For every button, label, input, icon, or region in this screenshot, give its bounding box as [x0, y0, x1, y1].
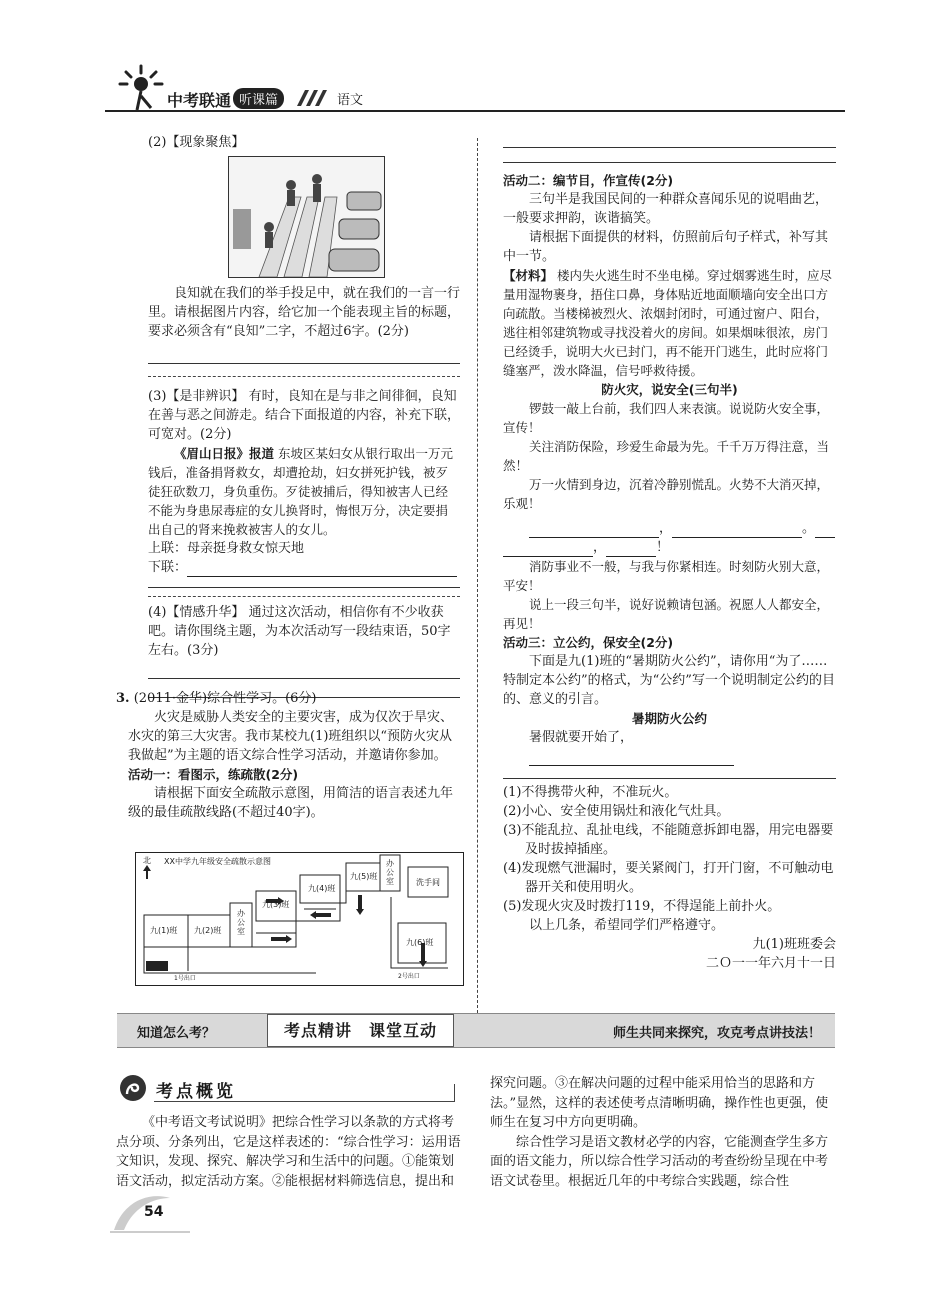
- material-block: [503, 266, 836, 380]
- right-answer-line-2[interactable]: [503, 162, 836, 163]
- activity-2-p1: 三句半是我国民间的一种群众喜闻乐见的说唱曲艺，一般要求押韵，诙谐搞笑。: [503, 192, 829, 226]
- lower-couplet-label: 下联：: [148, 560, 188, 575]
- q2-answer-line[interactable]: [148, 353, 460, 364]
- map-floorplan: [136, 853, 463, 985]
- pact-intro-input[interactable]: [529, 751, 734, 766]
- exit-1: 1号出口: [174, 975, 196, 982]
- page-number: 54: [144, 1204, 164, 1220]
- activity-3-title: 活动三：立公约，保安全(2分): [503, 635, 674, 650]
- pact-item-3: (3)不能乱拉、乱扯电线，不能随意拆卸电器，用完电器要及时拔掉插座。: [503, 823, 834, 857]
- pact-sign: 九(1)班班委会: [752, 937, 836, 952]
- q5-intro: 火灾是威胁人类安全的主要灾害，成为仅次于旱灾、水灾的第三大灾害。我市某校九(1)班组织以“预防火灾从我做起”为主题的语文综合性学习活动，并邀请你参加。: [128, 710, 454, 763]
- question-3: [116, 689, 462, 822]
- office-2: 办公室: [386, 859, 394, 886]
- material-label: 【材料】: [503, 268, 554, 283]
- left-column: [148, 133, 460, 698]
- skit-line-2: 关注消防保险，珍爱生命最为先。千千万万得注意，当然！: [503, 439, 830, 473]
- pact-item-2: (2)小心、安全使用锅灶和液化气灶具。: [503, 804, 730, 819]
- overview-right-p1: 探究问题。③在解决问题的过程中能采用恰当的思路和方法。”显然，这样的表述使考点清晰明确，操作性也更强，使师生在复习中方向更明确。: [490, 1076, 829, 1130]
- q3-answer-line[interactable]: [148, 587, 460, 588]
- room-9-4: 九(4)班: [308, 884, 336, 893]
- room-9-2: 九(2)班: [194, 926, 222, 935]
- overview-title: 考点概览: [156, 1082, 236, 1102]
- q4-label: (4)【情感升华】: [148, 605, 245, 620]
- subject-label: 语文: [337, 93, 364, 108]
- right-column: [503, 133, 836, 973]
- office-1: 办公室: [237, 909, 245, 936]
- room-9-5: 九(5)班: [350, 872, 378, 881]
- overview-right-p2: 综合性学习是语文教材必学的内容，它能测查学生多方面的语文能力，所以综合性学习活动的考查纷纷呈现在中考语文试卷里。根据近几年的中考综合实践题，综合性: [490, 1134, 829, 1189]
- activity-2-p2: 请根据下面提供的材料，仿照前后句子样式，补写其中一节。: [503, 230, 829, 264]
- overview-title-rule: [154, 1101, 454, 1102]
- skit-fill-blank[interactable]: ， 。: [503, 519, 836, 538]
- swirl-icon: [118, 1074, 148, 1102]
- skit-line-3: 万一火情到身边，沉着冷静别慌乱。火势不大消灭掉，乐观！: [503, 477, 830, 511]
- banner-left: 知道怎么考？: [137, 1026, 216, 1041]
- right-answer-line-1[interactable]: [503, 147, 836, 148]
- activity-2-title: 活动二：编节目，作宣传(2分): [503, 173, 674, 188]
- brand-title: 中考联通: [167, 91, 232, 110]
- pact-start: 暑假就要开始了，: [529, 730, 634, 745]
- pact-intro-line-2[interactable]: [503, 778, 836, 779]
- pact-items: [503, 783, 836, 916]
- room-9-6: 九(6)班: [406, 938, 434, 947]
- skit-line-1: 锣鼓一敲上台前，我们四人来表演。说说防火安全事，宣传！: [503, 401, 830, 435]
- q3-block: [148, 387, 460, 444]
- overview-right: [490, 1074, 836, 1191]
- pact-end: 以上几条，希望同学们严格遵守。: [529, 918, 725, 933]
- q2-text: 良知就在我们的举手投足中，就在我们的一言一行里。请根据图片内容，给它加一个能表现主旨的标题，要求必须含有“良知”二字，不超过6字。(2分): [148, 286, 461, 339]
- skit-title: 防火灾，说安全(三句半): [601, 382, 738, 397]
- pact-title: 暑期防火公约: [631, 711, 707, 726]
- q3-divider: [148, 596, 460, 597]
- header: [105, 62, 845, 117]
- banner-right: 师生共同来探究，攻克考点讲技法！: [612, 1026, 821, 1041]
- north-label: 北: [143, 856, 151, 865]
- pact-item-5: (5)发现火灾及时拨打119，不得逞能上前扑火。: [503, 899, 781, 914]
- banner-center: 考点精讲 课堂互动: [267, 1014, 454, 1047]
- column-divider: [477, 138, 478, 1023]
- exit-2: 2号出口: [398, 973, 420, 980]
- evacuation-map: [135, 852, 464, 986]
- skit-fill-blank-2[interactable]: ， ！: [503, 538, 836, 557]
- q2-answer-line-dashed: [148, 376, 460, 377]
- q5-head: (2011·金华)综合性学习。(6分): [133, 691, 317, 706]
- q3-text: 有时，良知在是与非之间徘徊，良知在善与恶之间游走。结合下面报道的内容，补充下联，可宽对。(2分): [148, 389, 461, 442]
- slash-decoration-icon: [297, 90, 327, 106]
- overview-left: 《中考语文考试说明》把综合性学习以条款的方式将考点分项、分条列出，它是这样表述的：“综合性学习：运用语文知识，发现、探究、解决学习和生活中的问题。①能策划语文活动，拟定活动方案。②能根据材料筛选信息，提出和: [116, 1115, 461, 1189]
- q5-number: 3.: [116, 691, 130, 706]
- room-9-3: 九(3)班: [262, 900, 290, 909]
- news-block: [148, 444, 460, 539]
- activity-1-text: 请根据下面安全疏散示意图，用简洁的语言表述九年级的最佳疏散线路(不超过40字)。: [128, 786, 454, 820]
- page-number-block: [110, 1190, 190, 1234]
- washroom: 洗手间: [416, 878, 440, 887]
- pact-date: 二Ｏ一一年六月十一日: [705, 956, 836, 971]
- q4-block: [148, 603, 460, 660]
- pact-item-4: (4)发现燃气泄漏时，要关紧阀门，打开门窗，不可触动电器开关和使用明火。: [503, 861, 834, 895]
- overview-heading: [118, 1072, 456, 1104]
- activity-3-text: 下面是九(1)班的“暑期防火公约”，请你用“为了……特制定本公约”的格式，为“公约”写一个说明制定公约的目的、意义的引言。: [503, 654, 835, 707]
- pact-item-1: (1)不得携带火种，不准玩火。: [503, 785, 678, 800]
- sun-tree-logo-icon: [111, 62, 171, 114]
- skit-line-4: 消防事业不一般，与我与你紧相连。时刻防火别大意，平安！: [503, 559, 830, 593]
- pact-intro-line: [503, 728, 836, 766]
- news-source: 《眉山日报》报道: [174, 446, 275, 461]
- news-text: 东坡区某妇女从银行取出一万元钱后，准备捐肾救女，却遭抢劫，妇女拼死护钱，被歹徒狂砍数刀，身负重伤。歹徒被捕后，得知被害人已经不能为身患尿毒症的女儿换肾时，悔恨万分，决定要捐出自己的肾来挽救被害人的女儿。: [148, 446, 454, 537]
- q5-head-line: [116, 689, 462, 708]
- activity-1-title: 活动一：看图示，练疏散(2分): [128, 767, 299, 782]
- crosswalk-illustration: [228, 156, 385, 278]
- section-badge: 听课篇: [233, 88, 284, 109]
- upper-couplet: 上联：母亲挺身救女惊天地: [148, 541, 305, 556]
- q4-answer-line-1[interactable]: [148, 678, 460, 679]
- q3-label: (3)【是非辨识】: [148, 389, 245, 404]
- map-title: XX中学九年级安全疏散示意图: [164, 857, 271, 866]
- section-banner: [117, 1013, 835, 1048]
- skit-line-5: 说上一段三句半，说好说赖请包涵。祝愿人人都安全，再见！: [503, 597, 830, 631]
- overview-title-rule-end: [454, 1084, 455, 1102]
- lower-couplet-input[interactable]: [187, 562, 457, 577]
- header-rule: [105, 110, 845, 112]
- q4-text: 通过这次活动，相信你有不少收获吧。请你围绕主题，为本次活动写一段结束语，50字左右。(3分): [148, 605, 451, 658]
- lower-couplet: [148, 558, 460, 577]
- q2-label: (2)【现象聚焦】: [148, 135, 245, 150]
- material-text: 楼内失火逃生时不坐电梯。穿过烟雾逃生时，应尽量用湿物裹身，捂住口鼻，身体贴近地面顺墙向安全出口方向疏散。当楼梯被烈火、浓烟封闭时，可通过窗户、阳台，逃往相邻建筑物或寻找没着火的房间。如果烟味很浓，房门已经烫手，说明大火已封门，再不能开门逃生，此时应将门缝塞严，泼水降温，信号呼救待援。: [503, 268, 833, 378]
- room-9-1: 九(1)班: [150, 926, 178, 935]
